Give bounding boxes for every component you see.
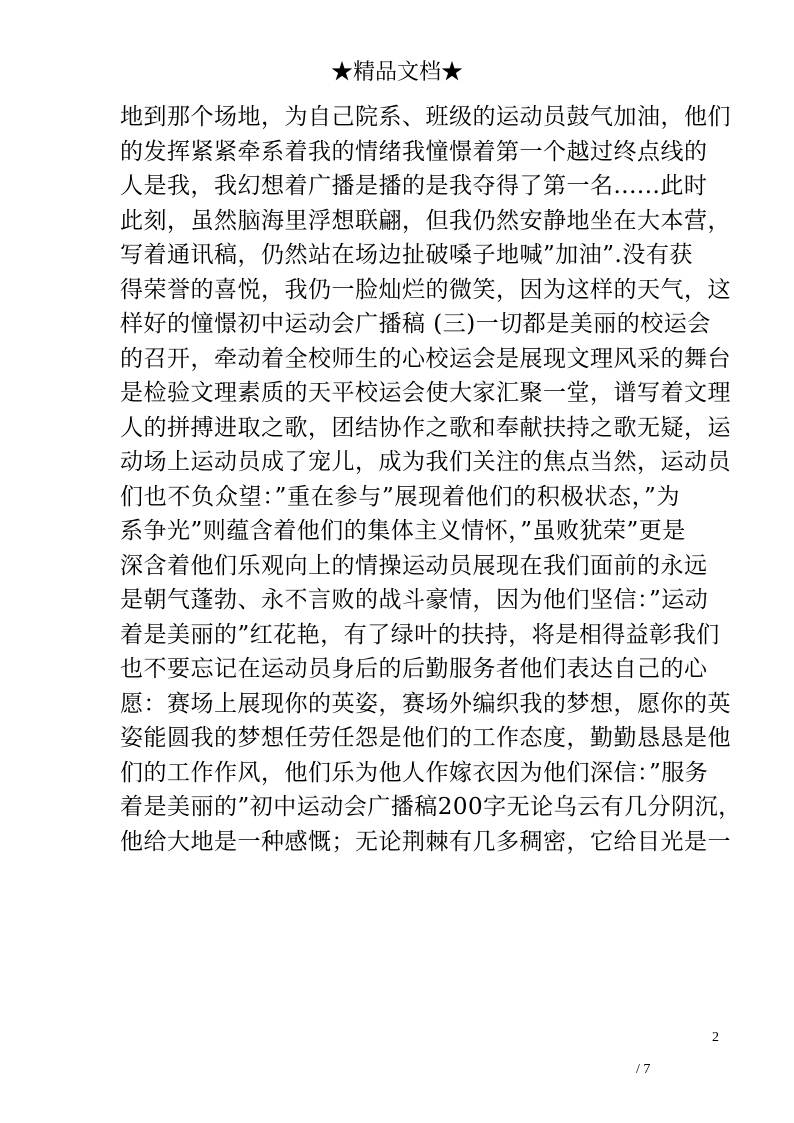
text-line: 是朝气蓬勃、永不言败的战斗豪情，因为他们坚信：”运动 (120, 587, 709, 613)
text-line: 他给大地是一种感慨；无论荆棘有几多稠密，它给目光是一 (120, 828, 731, 855)
text-line: 地到那个场地，为自己院系、班级的运动员鼓气加油，他们 (120, 104, 731, 130)
text-line: 人的拼搏进取之歌，团结协作之歌和奉献扶持之歌无疑，运 (120, 414, 731, 441)
text-line: 愿：赛场上展现你的英姿，赛场外编织我的梦想，愿你的英 (120, 690, 731, 717)
text-line: 也不要忘记在运动员身后的后勤服务者他们表达自己的心 (120, 656, 708, 682)
text-line: 是检验文理素质的天平校运会使大家汇聚一堂，谱写着文理 (120, 380, 731, 406)
text-line: 们的工作作风，他们乐为他人作嫁衣因为他们深信：”服务 (120, 759, 709, 786)
text-line: 动场上运动员成了宠儿，成为我们关注的焦点当然，运动员 (120, 449, 731, 475)
text-line: 们也不负众望：”重在参与”展现着他们的积极状态，”为 (120, 483, 680, 510)
text-line: 姿能圆我的梦想任劳任怨是他们的工作态度，勤勤恳恳是他 (120, 725, 731, 751)
text-line: 深含着他们乐观向上的情操运动员展现在我们面前的永远 (120, 552, 708, 579)
text-line: 的发挥紧紧牵系着我的情绪我憧憬着第一个越过终点线的 (120, 138, 708, 165)
text-line: 人是我，我幻想着广播是播的是我夺得了第一名......此时 (120, 173, 708, 199)
text-line: 得荣誉的喜悦，我仍一脸灿烂的微笑，因为这样的天气，这 (120, 276, 731, 303)
text-line: 着是美丽的”初中运动会广播稿200字无论乌云有几分阴沉， (120, 794, 742, 820)
text-line: 样好的憧憬初中运动会广播稿 (三)一切都是美丽的校运会 (120, 311, 711, 337)
text-line: 写着通讯稿，仍然站在场边扯破嗓子地喊”加油”.没有获 (120, 242, 693, 268)
text-line: 着是美丽的”红花艳，有了绿叶的扶持，将是相得益彰我们 (120, 621, 720, 648)
document-body (120, 100, 742, 859)
page-number: 2 (712, 1030, 719, 1045)
page-total: / 7 (636, 1062, 651, 1077)
text-line: 此刻，虽然脑海里浮想联翩，但我仍然安静地坐在大本营， (120, 207, 731, 234)
document-header-title: ★精品文档★ (330, 60, 463, 85)
text-line: 系争光”则蕴含着他们的集体主义情怀，”虽败犹荣”更是 (120, 518, 686, 544)
text-line: 的召开，牵动着全校师生的心校运会是展现文理风采的舞台 (120, 345, 731, 372)
